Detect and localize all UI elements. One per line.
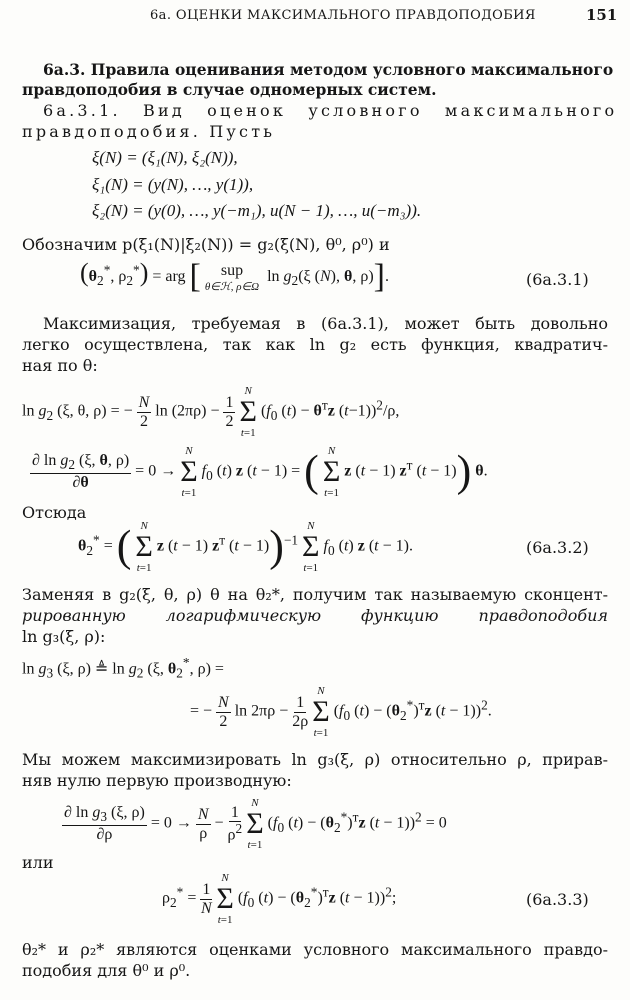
equation-ln-g3-def: $\ln g_3$ (ξ, ρ) ≜ $\ln g_2$ (ξ, $\theta_2^*$, ρ) =	[22, 655, 224, 681]
final-line1: θ₂* и ρ₂* являются оценками условного максимального правдо-	[22, 940, 608, 959]
equation-derivative-rho: $\frac{\partial \ln g_3 (\xi, \rho)}{\partial\rho}$ = 0 → $\frac{N}{\rho}$ − $\frac{1}{\rho^2}$ N Σ t=1 ($f_0$ $(t) - (\theta_2^*)^тz$ (t − 1))$^2$ = 0	[64, 797, 447, 851]
equation-ln-g2: $\ln g_2$ (ξ, θ, ρ) = − $\frac{N}{2}$ ln (2πρ) − $\frac{1}{2}$ N Σ t=1 ($f_0$ $(t) - \theta^тz$ (t−1))$^2$/ρ,	[22, 385, 400, 439]
def-xi: ξ(N) = (ξ₁(N), ξ₂(N)),	[92, 148, 238, 167]
eq-label-6a-3-3: (6а.3.3)	[526, 890, 589, 909]
section-title-line1: 6а.3. Правила оценивания методом условного максимального	[43, 60, 614, 79]
final-line2: подобия для θ⁰ и ρ⁰.	[22, 961, 191, 980]
def-xi1: ξ₁(N) = (y(N), …, y(1)),	[92, 175, 254, 194]
para3-line1: Мы можем максимизировать ln g₃(ξ, ρ) относительно ρ, прирав-	[22, 750, 608, 769]
def-xi2: ξ₂(N) = (y(0), …, y(−m₁), u(N − 1), …, u(−m₃)).	[92, 201, 422, 220]
otsyuda: Отсюда	[22, 503, 87, 522]
ili: или	[22, 853, 54, 872]
page-number: 151	[586, 6, 618, 24]
equation-6a-3-3: $\rho_2^*$ = $\frac{1}{N}$ N Σ t=1 ($f_0$ $(t) - (\theta_2^*)^тz$ (t − 1))$^2$;	[162, 872, 397, 926]
para2-line1: Заменяя в g₂(ξ, θ, ρ) θ на θ₂*, получим так называемую сконцент-	[22, 585, 608, 604]
subsection-line1: 6а.3.1. Вид оценок условного максимального	[43, 101, 618, 120]
section-title-line2: правдоподобия в случае одномерных систем.	[22, 80, 437, 99]
denote-line: Обозначим p(ξ₁(N)|ξ₂(N)) = g₂(ξ(N), θ⁰, ρ⁰) и	[22, 235, 390, 254]
eq-label-6a-3-1: (6а.3.1)	[526, 270, 589, 289]
running-header: 6а. ОЦЕНКИ МАКСИМАЛЬНОГО ПРАВДОПОДОБИЯ	[150, 8, 536, 23]
para2-line2: рированную логарифмическую функцию правдоподобия	[22, 606, 608, 625]
para1-line3: ная по θ:	[22, 356, 98, 375]
para1-line2: легко осуществлена, так как ln g₂ есть функция, квадратич-	[22, 335, 608, 354]
para2-line3: ln g₃(ξ, ρ):	[22, 627, 106, 646]
equation-6a-3-1: ($\theta_2^*$, $\rho_2^*$) = arg [ sup θ∈ℋ, ρ∈Ω $\ln g_2(\xi$ (N), θ, ρ)].	[80, 258, 389, 295]
subsection-line2: правдоподобия. Пусть	[22, 122, 276, 141]
para3-line2: няв нулю первую производную:	[22, 771, 292, 790]
equation-6a-3-2: $\theta_2^*$ = ( N Σ t=1 z (t − 1) $z^т$ (t − 1))$^{-1}$ N Σ t=1 $f_0$ (t) z (t − 1).	[78, 520, 413, 574]
equation-derivative-theta: $\frac{\partial \ln g_2 (\xi, \theta, \rho)}{\partial\theta}$ = 0 → N Σ t=1 $f_0$ (t) z (t − 1) = ( N Σ t=1 z (t − 1) $z^т$ (t − 1)) θ.	[32, 445, 488, 499]
eq-label-6a-3-2: (6а.3.2)	[526, 538, 589, 557]
equation-ln-g3-expanded: = − $\frac{N}{2}$ ln 2πρ − $\frac{1}{2\rho}$ N Σ t=1 ($f_0$ $(t) - (\theta_2^*)^тz$ (t − 1))$^2$.	[190, 685, 492, 739]
para1-line1: Максимизация, требуемая в (6а.3.1), может быть довольно	[43, 314, 608, 333]
